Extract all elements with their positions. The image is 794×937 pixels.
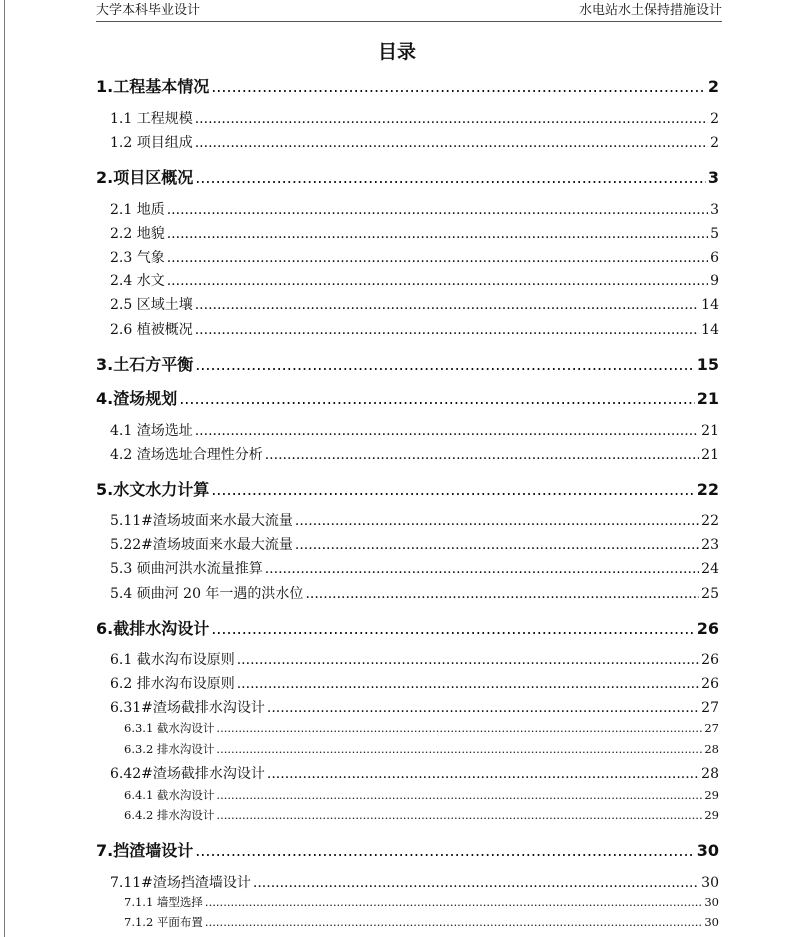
toc-dot-leader [195, 108, 708, 130]
toc-entry-level-2[interactable] [110, 319, 719, 341]
toc-dot-leader [267, 697, 699, 719]
toc-dot-leader [195, 838, 695, 864]
toc-entry-label: 2.5 区域土壤 [110, 297, 193, 313]
toc-entry-label: 6.3.2 排水沟设计 [124, 742, 215, 756]
toc-dot-leader [237, 649, 699, 671]
toc-page-number: 27 [704, 721, 719, 735]
toc-entry-level-3[interactable] [124, 806, 719, 824]
toc-page-number: 22 [696, 480, 719, 499]
toc-page-number: 23 [701, 537, 719, 553]
toc-entry-level-2[interactable] [110, 697, 719, 719]
toc-entry-label: 2.4 水文 [110, 273, 165, 289]
toc-dot-leader [195, 132, 708, 154]
toc-entry-level-3[interactable] [124, 913, 719, 931]
toc-dot-leader [179, 386, 695, 412]
toc-page-number: 3 [710, 202, 719, 218]
toc-dot-leader [237, 673, 699, 695]
toc-page-number: 5 [710, 226, 719, 242]
toc-dot-leader [253, 872, 699, 894]
toc-entry-level-1[interactable] [96, 616, 719, 642]
toc-entry-level-2[interactable] [110, 673, 719, 695]
toc-dot-leader [167, 247, 708, 269]
toc-entry-label: 6.4.2 排水沟设计 [124, 808, 215, 822]
toc-entry-label: 5.3 硕曲河洪水流量推算 [110, 561, 263, 577]
toc-entry-level-1[interactable] [96, 352, 719, 378]
toc-page-number: 28 [701, 766, 719, 782]
toc-dot-leader [265, 444, 699, 466]
header-right-text: 水电站水土保持措施设计 [578, 3, 722, 18]
toc-entry-level-2[interactable] [110, 223, 719, 245]
toc-page-number: 29 [704, 808, 719, 822]
toc-dot-leader [195, 352, 695, 378]
toc-page-number: 3 [707, 168, 719, 187]
toc-page-number: 30 [704, 915, 719, 929]
toc-entry-level-2[interactable] [110, 294, 719, 316]
toc-entry-label: 6.4.1 截水沟设计 [124, 788, 215, 802]
toc-entry-level-1[interactable] [96, 386, 719, 412]
toc-entry-level-2[interactable] [110, 108, 719, 130]
toc-entry-level-1[interactable] [96, 74, 719, 100]
toc-entry-label: 7.1.2 平面布置 [124, 915, 203, 929]
toc-entry-label: 1.2 项目组成 [110, 135, 193, 151]
toc-entry-level-2[interactable] [110, 558, 719, 580]
toc-dot-leader [195, 319, 699, 341]
toc-dot-leader [205, 913, 702, 931]
toc-dot-leader [167, 223, 708, 245]
toc-entry-label: 4.2 渣场选址合理性分析 [110, 447, 263, 463]
toc-entry-label: 5.水文水力计算 [96, 480, 210, 499]
toc-page-number: 30 [696, 841, 719, 860]
toc-page-number: 15 [696, 355, 719, 374]
toc-page-number: 25 [701, 586, 719, 602]
toc-entry-label: 7.1.1 墙型选择 [124, 895, 203, 909]
toc-page-number: 2 [707, 77, 719, 96]
toc-entry-label: 1.1 工程规模 [110, 111, 193, 127]
toc-page-number: 30 [701, 875, 719, 891]
toc-entry-level-2[interactable] [110, 763, 719, 785]
toc-entry-label: 5.22#渣场坡面来水最大流量 [110, 537, 293, 553]
toc-page-number: 14 [701, 322, 719, 338]
toc-entry-label: 6.31#渣场截排水沟设计 [110, 700, 265, 716]
toc-dot-leader [167, 199, 708, 221]
toc-page-number: 26 [701, 652, 719, 668]
toc-entry-label: 7.挡渣墙设计 [96, 841, 194, 860]
toc-page-number: 26 [696, 619, 719, 638]
toc-page-number: 28 [704, 742, 719, 756]
toc-entry-level-3[interactable] [124, 786, 719, 804]
toc-entry-label: 2.2 地貌 [110, 226, 165, 242]
toc-entry-level-2[interactable] [110, 649, 719, 671]
toc-entry-level-1[interactable] [96, 838, 719, 864]
toc-entry-level-3[interactable] [124, 740, 719, 758]
toc-entry-label: 4.渣场规划 [96, 389, 178, 408]
toc-dot-leader [265, 558, 699, 580]
toc-dot-leader [295, 534, 699, 556]
toc-entry-level-2[interactable] [110, 444, 719, 466]
toc-entry-level-2[interactable] [110, 510, 719, 532]
toc-entry-label: 2.6 植被概况 [110, 322, 193, 338]
toc-dot-leader [211, 616, 695, 642]
toc-dot-leader [195, 165, 706, 191]
toc-entry-level-2[interactable] [110, 247, 719, 269]
toc-page-number: 26 [701, 676, 719, 692]
toc-page-number: 2 [710, 135, 719, 151]
toc-entry-level-2[interactable] [110, 872, 719, 894]
toc-entry-level-3[interactable] [124, 893, 719, 911]
toc-entry-label: 5.4 硕曲河 20 年一遇的洪水位 [110, 586, 304, 602]
toc-entry-level-1[interactable] [96, 477, 719, 503]
header-left-text: 大学本科毕业设计 [96, 3, 201, 18]
toc-dot-leader [267, 763, 699, 785]
toc-page-number: 22 [701, 513, 719, 529]
toc-page-number: 27 [701, 700, 719, 716]
toc-page-number: 21 [701, 423, 719, 439]
toc-entry-level-2[interactable] [110, 270, 719, 292]
toc-entry-label: 6.截排水沟设计 [96, 619, 210, 638]
toc-entry-level-3[interactable] [124, 719, 719, 737]
toc-entry-level-2[interactable] [110, 583, 719, 605]
toc-entry-label: 5.11#渣场坡面来水最大流量 [110, 513, 293, 529]
toc-dot-leader [216, 806, 702, 824]
toc-page-number: 29 [704, 788, 719, 802]
toc-entry-label: 3.土石方平衡 [96, 355, 194, 374]
toc-dot-leader [216, 740, 702, 758]
toc-dot-leader [195, 294, 699, 316]
toc-entry-label: 2.3 气象 [110, 250, 165, 266]
toc-page-number: 30 [704, 895, 719, 909]
toc-dot-leader [216, 786, 702, 804]
toc-entry-label: 2.1 地质 [110, 202, 165, 218]
toc-dot-leader [305, 583, 699, 605]
toc-entry-label: 2.项目区概况 [96, 168, 194, 187]
toc-dot-leader [216, 719, 702, 737]
toc-entry-label: 6.3.1 截水沟设计 [124, 721, 215, 735]
toc-dot-leader [295, 510, 699, 532]
toc-entry-level-2[interactable] [110, 534, 719, 556]
toc-entry-label: 1.工程基本情况 [96, 77, 210, 96]
toc-entry-level-2[interactable] [110, 420, 719, 442]
toc-entry-level-2[interactable] [110, 132, 719, 154]
toc-dot-leader [211, 74, 706, 100]
toc-page-number: 21 [696, 389, 719, 408]
toc-page-number: 9 [710, 273, 719, 289]
toc-dot-leader [167, 270, 708, 292]
toc-entry-label: 6.2 排水沟布设原则 [110, 676, 235, 692]
toc-page-number: 21 [701, 447, 719, 463]
toc-entry-level-1[interactable] [96, 165, 719, 191]
toc-page-number: 2 [710, 111, 719, 127]
toc-page-number: 14 [701, 297, 719, 313]
toc-entry-label: 6.1 截水沟布设原则 [110, 652, 235, 668]
toc-dot-leader [195, 420, 699, 442]
toc-title: 目录 [377, 41, 416, 63]
toc-page-number: 6 [710, 250, 719, 266]
toc-entry-label: 7.11#渣场挡渣墙设计 [110, 875, 251, 891]
toc-entry-level-2[interactable] [110, 199, 719, 221]
toc-entry-label: 4.1 渣场选址 [110, 423, 193, 439]
toc-page-number: 24 [701, 561, 719, 577]
toc-entry-label: 6.42#渣场截排水沟设计 [110, 766, 265, 782]
toc-dot-leader [211, 477, 695, 503]
toc-dot-leader [205, 893, 702, 911]
